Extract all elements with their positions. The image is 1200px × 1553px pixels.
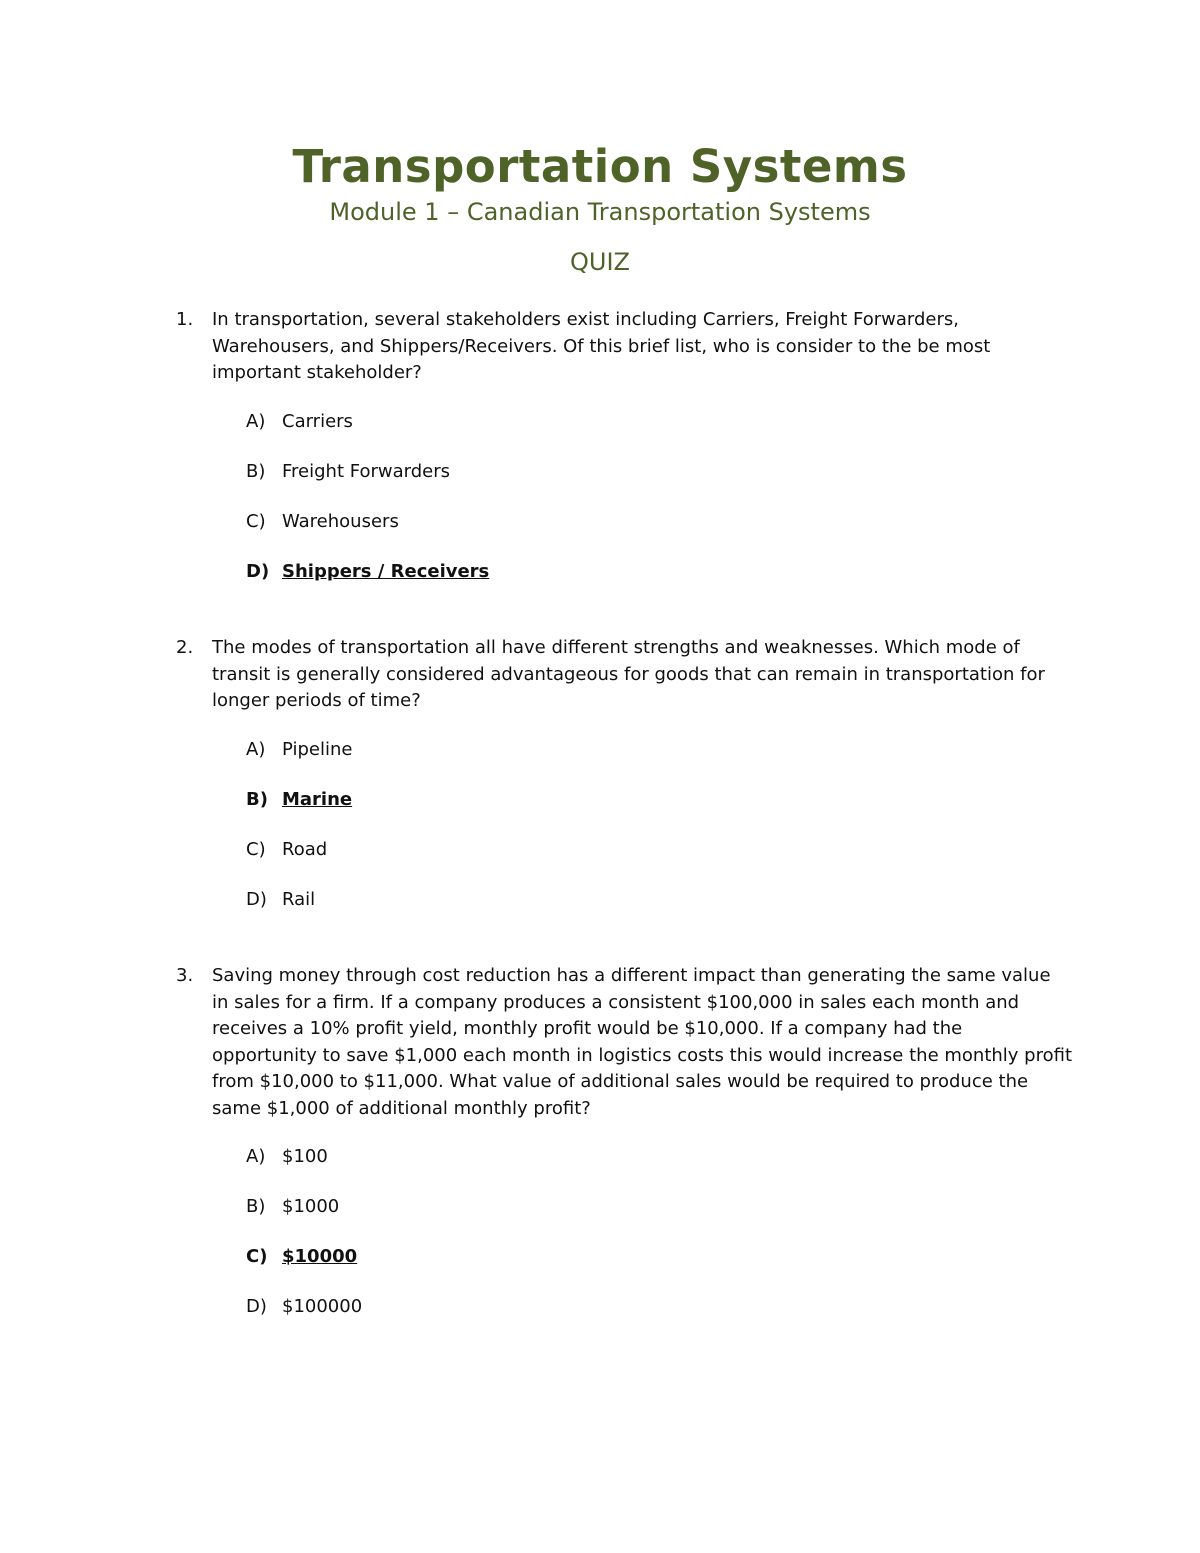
question-number: 3. — [176, 965, 194, 986]
option-letter: A) — [246, 738, 266, 760]
option-letter: B) — [246, 460, 266, 482]
question-number: 1. — [176, 309, 194, 330]
answer-option — [246, 1145, 1076, 1195]
option-letter: D) — [246, 1296, 267, 1317]
correct-answer-option — [246, 1245, 1076, 1295]
answer-option — [246, 738, 1076, 788]
question-text: In transportation, several stakeholders exist including Carriers, Freight Forwarders, Warehousers, and Shippers/Receivers. Of this brief list, who is consider to the be most important stakeholder? — [212, 309, 991, 383]
answer-option — [246, 888, 1076, 938]
correct-answer-option — [246, 560, 1076, 610]
option-text: $10000 — [282, 1246, 358, 1267]
option-text: Warehousers — [282, 510, 399, 532]
option-text: Freight Forwarders — [282, 460, 450, 482]
option-letter: A) — [246, 1146, 266, 1167]
option-letter: C) — [246, 838, 266, 860]
quiz-label: QUIZ — [570, 248, 630, 276]
option-text: Shippers / Receivers — [282, 560, 490, 582]
option-text: $100000 — [282, 1296, 363, 1317]
question-3 — [176, 963, 1076, 1345]
correct-answer-option — [246, 788, 1076, 838]
answer-option — [246, 510, 1076, 560]
question-1 — [176, 307, 1076, 610]
document-title: Transportation Systems — [292, 140, 908, 193]
question-text: Saving money through cost reduction has a different impact than generating the same value in sales for a firm. If a company produces a consistent $100,000 in sales each month and receives a 10% profit yield, monthly profit would be $10,000. If a company had the opportunity to save $1,000 each month in logistics costs this would increase the monthly profit from $10,000 to $11,000. What value of additional sales would be required to produce the same $1,000 of additional monthly profit? — [212, 965, 1073, 1119]
option-text: Carriers — [282, 410, 353, 432]
answer-option — [246, 838, 1076, 888]
answer-option — [246, 410, 1076, 460]
answer-option — [246, 1195, 1076, 1245]
option-letter: C) — [246, 510, 266, 532]
option-text: Rail — [282, 888, 316, 910]
option-letter: D) — [246, 888, 267, 910]
question-text: The modes of transportation all have different strengths and weaknesses. Which mode of transit is generally considered advantageous for goods that can remain in transportation for longer periods of time? — [212, 637, 1045, 711]
question-2 — [176, 635, 1076, 938]
option-letter: A) — [246, 410, 266, 432]
answer-option — [246, 460, 1076, 510]
option-text: $100 — [282, 1146, 328, 1167]
answer-options — [246, 1145, 1076, 1345]
option-text: Marine — [282, 788, 353, 810]
answer-options — [246, 738, 1076, 938]
document-subtitle: Module 1 – Canadian Transportation Systems — [329, 198, 871, 226]
option-text: $1000 — [282, 1196, 340, 1217]
question-number: 2. — [176, 637, 194, 658]
option-letter: D) — [246, 560, 270, 582]
answer-option — [246, 1295, 1076, 1345]
option-text: Road — [282, 838, 328, 860]
answer-options — [246, 410, 1076, 610]
option-text: Pipeline — [282, 738, 353, 760]
option-letter: B) — [246, 788, 268, 810]
option-letter: B) — [246, 1196, 266, 1217]
option-letter: C) — [246, 1246, 268, 1267]
